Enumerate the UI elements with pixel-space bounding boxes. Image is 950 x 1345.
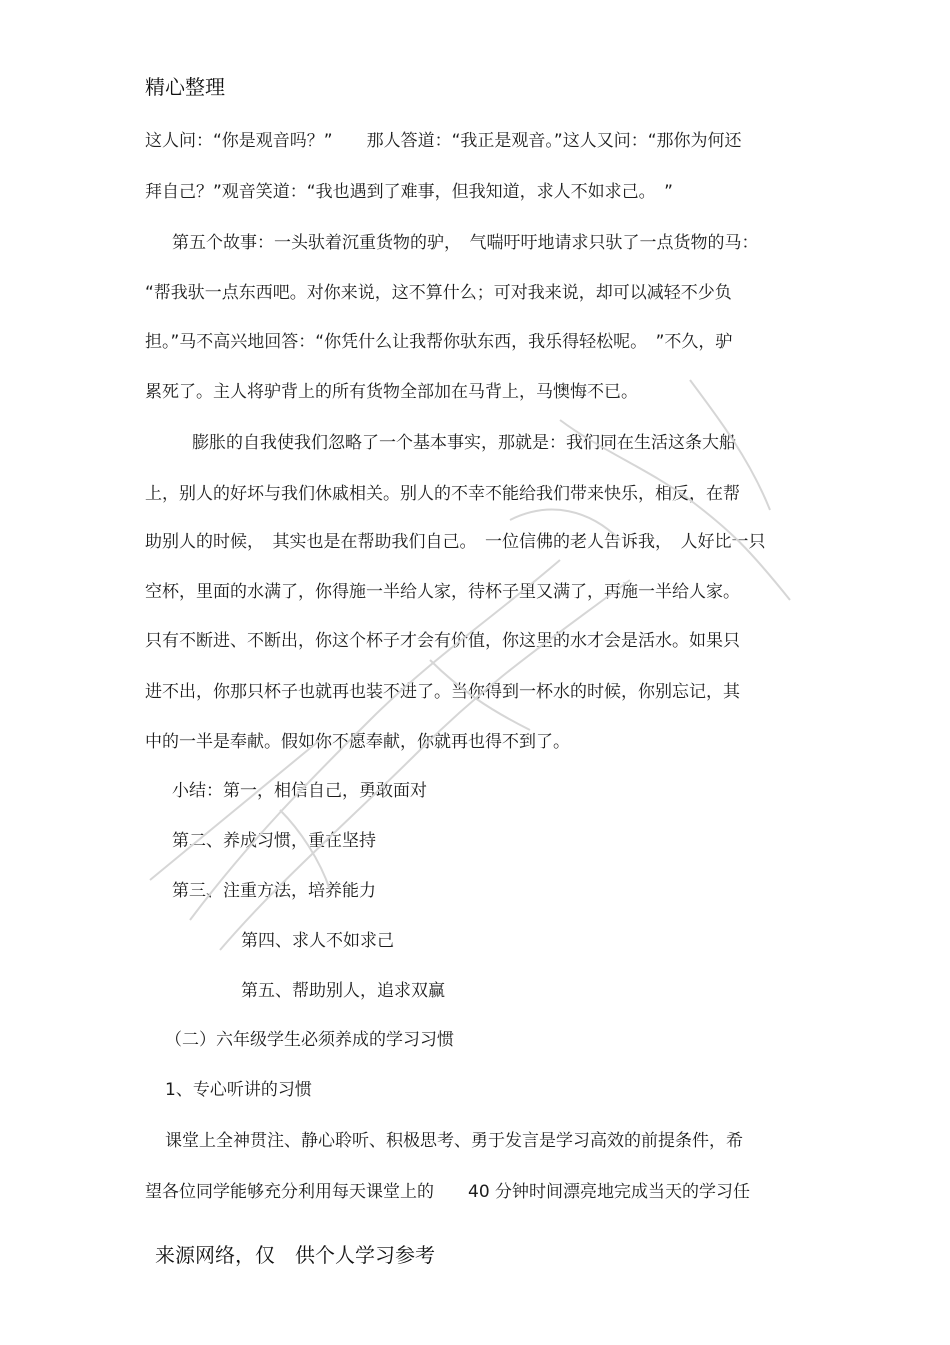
body-line: 课堂上全神贯注、静心聆听、积极思考、勇于发言是学习高效的前提条件，希 [165,1131,743,1151]
body-line: 上，别人的好坏与我们休戚相关。别人的不幸不能给我们带来快乐，相反，在帮 [145,484,740,504]
body-line: 只有不断进、不断出，你这个杯子才会有价值，你这里的水才会是活水。如果只 [145,631,740,651]
summary-line: 第三、注重方法，培养能力 [172,881,376,901]
summary-line: 第四、求人不如求己 [241,931,394,951]
body-line: 担。”马不高兴地回答：“你凭什么让我帮你驮东西，我乐得轻松呢。 ”不久，驴 [145,332,733,352]
summary-line: 第五、帮助别人，追求双赢 [241,981,445,1001]
body-line: 望各位同学能够充分利用每天课堂上的 40 分钟时间漂亮地完成当天的学习任 [145,1182,751,1202]
body-line: 膨胀的自我使我们忽略了一个基本事实，那就是：我们同在生活这条大船 [192,433,736,453]
summary-line: 小结：第一，相信自己，勇敢面对 [172,781,427,801]
body-line: “帮我驮一点东西吧。对你来说，这不算什么；可对我来说，却可以减轻不少负 [145,283,732,303]
subsection-heading: 1、专心听讲的习惯 [165,1080,312,1100]
body-line: 第五个故事：一头驮着沉重货物的驴， 气喘吁吁地请求只驮了一点货物的马： [172,233,759,253]
body-line: 中的一半是奉献。假如你不愿奉献，你就再也得不到了。 [145,732,570,752]
page-header: 精心整理 [145,75,225,99]
page-footer: 来源网络，仅 供个人学习参考 [155,1243,435,1267]
body-line: 助别人的时候， 其实也是在帮助我们自己。 一位信佛的老人告诉我， 人好比一只 [145,532,766,552]
summary-line: 第二、养成习惯，重在坚持 [172,831,376,851]
body-line: 进不出，你那只杯子也就再也装不进了。当你得到一杯水的时候，你别忘记，其 [145,682,740,702]
body-line: 这人问：“你是观音吗？” 那人答道：“我正是观音。”这人又问：“那你为何还 [145,131,742,151]
body-line: 拜自己？”观音笑道：“我也遇到了难事，但我知道，求人不如求己。 ” [145,182,673,202]
body-line: 空杯，里面的水满了，你得施一半给人家，待杯子里又满了，再施一半给人家。 [145,582,740,602]
section-heading: （二）六年级学生必须养成的学习习惯 [165,1030,454,1050]
body-line: 累死了。主人将驴背上的所有货物全部加在马背上，马懊悔不已。 [145,382,638,402]
